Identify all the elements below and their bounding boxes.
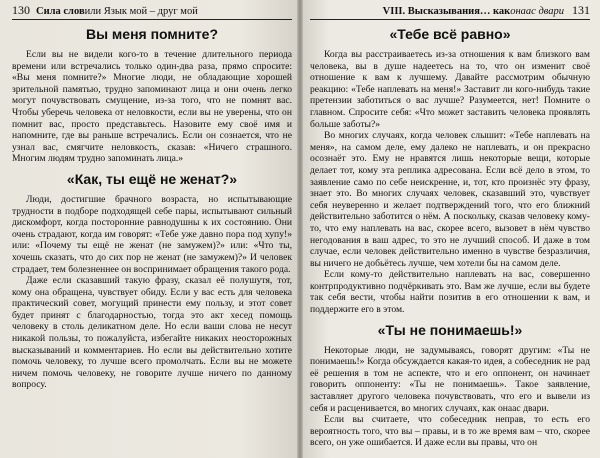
paragraph: Когда вы расстраиваетесь из-за отношения к вам близкого вам человека, вы в душе надеетесь на то, что он изменит своё отношение к вам к лучшему. Давайте рассмотрим обычную реакцию: «Тебе наплевать на меня!» Заставит ли кого-нибудь такие претензии заботиться о вас лучше? Разумеется, нет! Помните о главном. Спросите себя: «Что может заставить человека проявлять больше заботы?» — [310, 49, 590, 130]
running-head-right — [310, 4, 590, 20]
paragraph: Во многих случаях, когда человек слышит: «Тебе наплевать на меня», на самом деле, ему далеко не наплевать, и он прекрасно осознаёт это. Ему не нравятся лишь некоторые вещи, которые делает тот, кому эта реплика адресована. Если всё дело в этом, то заявление само по себе неискренне, и, тот, кто произнёс эту фразу, знает это. Во многих случаях человек, сказавший это, чувствует себя неуверенно и желает подтверждений того, что его ближний действительно заботится о нём. А поскольку, сказав человеку кому-то, что ему наплевать на вас, скорее всего, вызовет в нём чувство негодования в ваш адрес, то это не лучший способ. И даже в том случае, если человек действительно именно в чувстве безразличия, вы ничего не добьётесь лучше, чем хотели бы на самом деле. — [310, 130, 590, 269]
page-number-right: 131 — [572, 3, 590, 17]
running-head-right-bold: VIII. Высказывания… как — [382, 6, 511, 17]
running-head-left-bold: Сила слов — [36, 6, 85, 17]
section-heading: «Тебе всё равно» — [389, 26, 511, 42]
page-number-left: 130 — [12, 3, 30, 17]
running-head-left — [12, 4, 292, 20]
paragraph: Даже если сказавший такую фразу, сказал её полушутя, тот, кому она обращена, чувствует обиду. Если у вас есть для человека практический совет, могущий принести ему пользу, и этот совет будет принят с благодарностью, тогда это акт хесед помощь человеку в столь деликатном деле. Но если ваши слова не несут никакой пользы, то пожалуйста, избегайте никаких неосторожных высказываний и комментариев. Но если вы действительно хотите помочь человеку, то лучше всего промолчать. Если вы не можете ничем помочь человеку, не говорите лучше ничего по данному вопросу. — [12, 275, 292, 391]
running-head-left-rest: или Язык мой – друг мой — [84, 6, 198, 17]
book-gutter — [297, 0, 303, 458]
paragraph: Люди, достигшие брачного возраста, но испытывающие трудности в подборе подходящей себе пары, испытывают сильный дискомфорт, когда посторонние равнодушны к их состоянию. Они очень страдают, когда им говорят: «Тебе уже давно пора под хупу!» или: «Почему ты ещё не женат (не замужем)?» или: «Что ты, хочешь сказать, что до сих пор не женат (не замужем)?» И человек страдает, тем болезненнее он воспринимает обращения такого рода. — [12, 193, 292, 275]
paragraph: Некоторые люди, не задумываясь, говорят другим: «Ты не понимаешь!» Когда обсуждается какая-то идея, а собеседник не рад её решения в том не аспекте, что и его оппонент, он начинает говорить оппоненту: «Ты не понимаешь». Такое заявление, заставляет другого человека почувствовать, что его и вывели из себя и расценивается, во многих случаях, как онаас двари. — [310, 344, 590, 414]
right-page — [300, 0, 600, 458]
section-heading: Вы меня помните? — [85, 26, 219, 42]
running-head-right-italic: онаас двари — [510, 6, 564, 17]
paragraph: Если кому-то действительно наплевать на вас, совершенно контрпродуктивно подчёркивать это. Вам же лучше, если вы будете так себя вести, чтобы найти позитив в его отношении к вам, и поддержите его в этом. — [310, 269, 590, 316]
section-heading: «Как, ты ещё не женат?» — [66, 170, 238, 187]
paragraph: Если вы не видели кого-то в течение длительного периода времени или встречались только один-два раза, прямо спросите: «Вы меня помните?» Многие люди, не обладающие хорошей зрительной памятью, трудно запоминают лица и они очень легко могут почувствовать смущение, из-за того, что не помнят вас. Чтобы уберечь человека от неловкости, если вы не уверены, что он помнит вас, просто представьтесь. Назовите ему своё имя и напомните, где вы раньше встречались. Если он сознается, что не узнал вас, смягчите неловкость, сказав: «Ничего страшного. Многим людям трудно запоминать лица.» — [12, 49, 292, 165]
paragraph: Если вы считаете, что собеседник неправ, то есть его вероятность того, что вы – правы, и в то же время вам – что, скорее всего, он уже ошибается. И даже если вы правы, что он — [310, 414, 590, 449]
section-heading: «Ты не понимаешь!» — [377, 321, 523, 338]
